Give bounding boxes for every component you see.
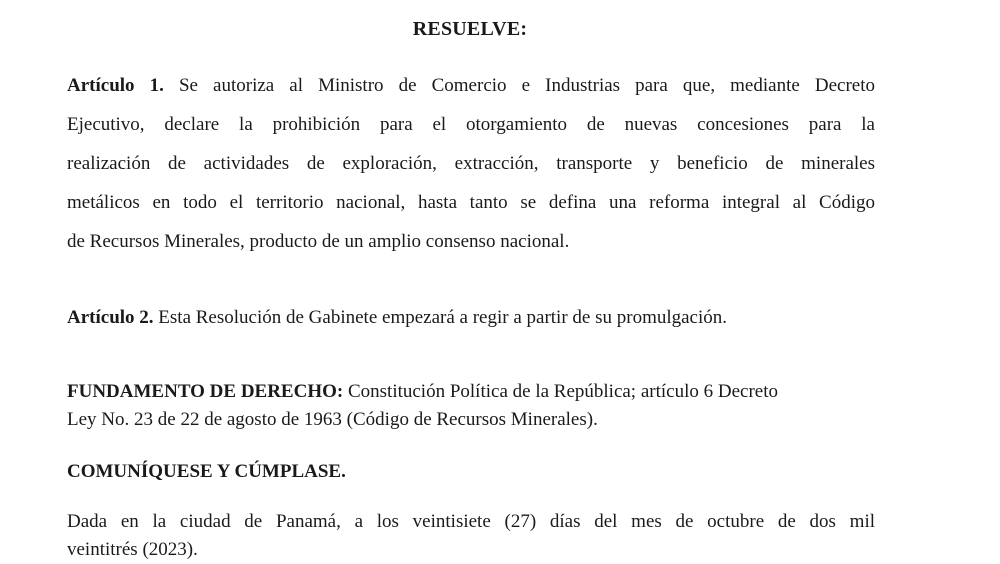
article-1-line-5: de Recursos Minerales, producto de un amplio consenso nacional. (67, 231, 570, 252)
dada-statement (67, 508, 875, 564)
fundamento-line-2: Ley No. 23 de 22 de agosto de 1963 (Código de Recursos Minerales). (67, 409, 598, 430)
fundamento-de-derecho (67, 378, 875, 434)
article-1-line-2: Ejecutivo, declare la prohibición para el otorgamiento de nuevas concesiones para la (67, 114, 875, 135)
fundamento-label: FUNDAMENTO DE DERECHO: (67, 381, 344, 402)
article-2-line: Artículo 2. Esta Resolución de Gabinete empezará a regir a partir de su promulgación. (67, 307, 728, 328)
article-1-line-4: metálicos en todo el territorio nacional, hasta tanto se defina una reforma integral al Código (67, 192, 875, 213)
closing-statement: COMUNÍQUESE Y CÚMPLASE. (67, 461, 346, 482)
article-1-line-3: realización de actividades de exploración, extracción, transporte y beneficio de minerales (67, 153, 875, 174)
dada-line-1: Dada en la ciudad de Panamá, a los veintisiete (27) días del mes de octubre de dos mil (67, 511, 875, 532)
article-2-label: Artículo 2. (67, 307, 154, 328)
fundamento-line-1: FUNDAMENTO DE DERECHO: Constitución Política de la República; artículo 6 Decreto (67, 381, 778, 402)
article-1-line-1: Artículo 1. Se autoriza al Ministro de Comercio e Industrias para que, mediante Decreto (67, 75, 875, 96)
article-1 (67, 66, 875, 261)
dada-line-2: veintitrés (2023). (67, 539, 198, 560)
article-1-label: Artículo 1. (67, 75, 164, 96)
resolution-heading: RESUELVE: (412, 18, 528, 40)
article-2 (67, 298, 875, 337)
